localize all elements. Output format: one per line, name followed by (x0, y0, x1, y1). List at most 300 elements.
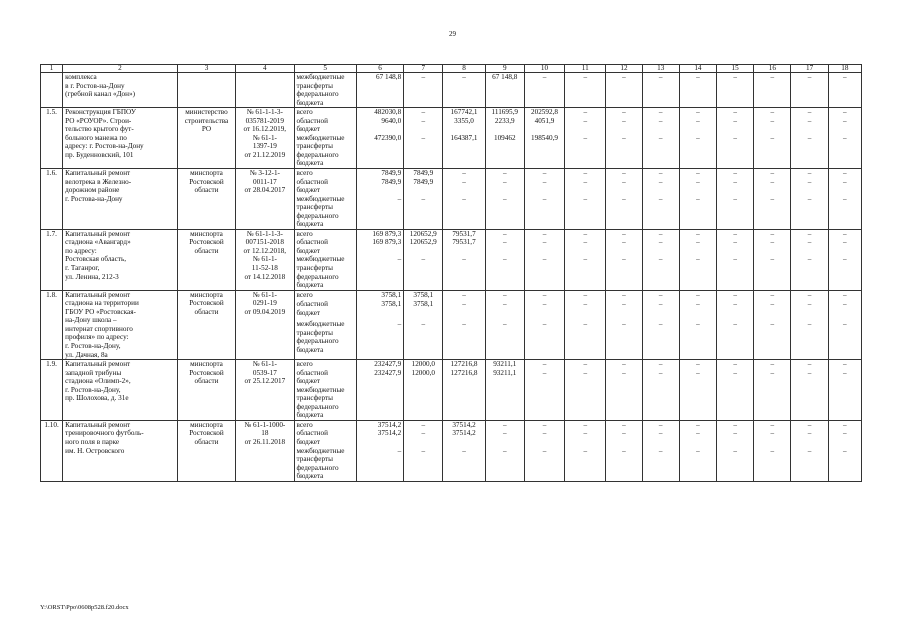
page-number: 29 (449, 30, 456, 38)
amount-cell: – (642, 420, 679, 429)
amount-cell: – (828, 195, 861, 230)
amount-cell: 37514,2 (356, 420, 403, 429)
table-row (41, 229, 862, 238)
amount-cell: – (606, 300, 642, 319)
amount-cell: – (642, 169, 679, 178)
amount-cell: – (524, 195, 564, 230)
header-cell: 8 (443, 65, 485, 73)
amount-cell: – (443, 73, 485, 108)
amount-cell: – (642, 238, 679, 255)
header-cell: 17 (791, 65, 828, 73)
amount-cell: 3758,1 (356, 290, 403, 300)
amount-cell: – (828, 73, 861, 108)
amount-cell: – (606, 238, 642, 255)
amount-cell: – (565, 255, 606, 290)
object-name: Капитальный ремонт западной трибуны стадиона «Олимп-2», г. Ростов-на-Дону, пр. Шолохова, д. 31е (63, 360, 178, 421)
amount-cell: – (717, 178, 754, 195)
amount-cell: – (754, 169, 791, 178)
amount-cell: – (524, 320, 564, 360)
amount-cell: – (404, 429, 443, 446)
amount-cell: – (754, 320, 791, 360)
amount-cell: – (791, 429, 828, 446)
header-cell: 5 (294, 65, 356, 73)
amount-cell: – (828, 108, 861, 117)
funding-source-label: областной бюджет (294, 369, 356, 386)
header-cell: 10 (524, 65, 564, 73)
amount-cell: – (679, 73, 716, 108)
amount-cell: – (524, 238, 564, 255)
amount-cell: 472390,0 (356, 134, 403, 169)
table-row (41, 108, 862, 117)
funding-source-label: областной бюджет (294, 300, 356, 319)
amount-cell: 7849,9 (356, 178, 403, 195)
amount-cell: – (791, 169, 828, 178)
amount-cell: – (485, 320, 524, 360)
amount-cell: 169 879,3 (356, 238, 403, 255)
responsible-organization: министерство строительства РО (177, 108, 235, 169)
amount-cell: – (443, 178, 485, 195)
amount-cell: – (828, 290, 861, 300)
amount-cell: – (754, 290, 791, 300)
header-cell: 9 (485, 65, 524, 73)
funding-source-label: всего (294, 420, 356, 429)
amount-cell: – (565, 178, 606, 195)
amount-cell: 3758,1 (404, 290, 443, 300)
row-number: 1.5. (41, 108, 63, 169)
amount-cell: – (754, 420, 791, 429)
amount-cell: – (754, 229, 791, 238)
object-name: Капитальный ремонт стадиона на территории ГБОУ РО «Ростовская- на-Дону школа – интернат спортивного профиля» по адресу: г. Ростов-на-Дону, ул. Дачная, 8а (63, 290, 178, 359)
amount-cell: – (717, 360, 754, 369)
amount-cell: – (443, 447, 485, 482)
amount-cell: – (754, 238, 791, 255)
amount-cell: – (565, 238, 606, 255)
amount-cell: – (791, 255, 828, 290)
amount-cell: – (717, 238, 754, 255)
responsible-organization: минспорта Ростовской области (177, 420, 235, 481)
object-name: Капитальный ремонт тренировочного футболь- ного поля в парке им. Н. Островского (63, 420, 178, 481)
amount-cell: – (754, 195, 791, 230)
amount-cell: – (791, 117, 828, 134)
amount-cell: 482030,8 (356, 108, 403, 117)
document-reference: № 61-1- 0291-19 от 09.04.2019 (236, 290, 294, 359)
funding-source-label: межбюджетные трансферты федерального бюджета (294, 73, 356, 108)
funding-source-label: межбюджетные трансферты федерального бюджета (294, 320, 356, 360)
amount-cell (404, 386, 443, 421)
amount-cell: – (754, 134, 791, 169)
funding-source-label: областной бюджет (294, 238, 356, 255)
amount-cell: 164387,1 (443, 134, 485, 169)
object-name: Капитальный ремонт стадиона «Авангард» по адресу: Ростовская область, г. Таганрог, ул. Ленина, 212-3 (63, 229, 178, 290)
amount-cell: – (485, 255, 524, 290)
amount-cell (565, 386, 606, 421)
funding-source-label: всего (294, 108, 356, 117)
amount-cell: – (791, 420, 828, 429)
amount-cell: – (679, 320, 716, 360)
amount-cell: 232427,9 (356, 369, 403, 386)
amount-cell: – (679, 178, 716, 195)
amount-cell: – (443, 195, 485, 230)
document-reference: № 61-1- 0539-17 от 25.12.2017 (236, 360, 294, 421)
funding-source-label: всего (294, 229, 356, 238)
amount-cell: – (791, 134, 828, 169)
amount-cell: – (524, 429, 564, 446)
amount-cell: – (754, 369, 791, 386)
amount-cell: – (485, 178, 524, 195)
table-row (41, 420, 862, 429)
amount-cell: – (717, 290, 754, 300)
table-row (41, 290, 862, 300)
header-cell: 13 (642, 65, 679, 73)
amount-cell (717, 386, 754, 421)
amount-cell: – (679, 360, 716, 369)
amount-cell (356, 386, 403, 421)
amount-cell: – (606, 117, 642, 134)
responsible-organization (177, 73, 235, 108)
amount-cell: – (404, 447, 443, 482)
funding-source-label: областной бюджет (294, 117, 356, 134)
amount-cell: – (717, 73, 754, 108)
amount-cell (828, 386, 861, 421)
amount-cell: – (404, 320, 443, 360)
amount-cell: – (524, 73, 564, 108)
amount-cell: – (679, 108, 716, 117)
table-row (41, 360, 862, 369)
funding-source-label: межбюджетные трансферты федерального бюджета (294, 195, 356, 230)
amount-cell: – (404, 195, 443, 230)
header-row (41, 65, 862, 73)
table-row (41, 169, 862, 178)
amount-cell: – (679, 300, 716, 319)
amount-cell: – (717, 117, 754, 134)
header-cell: 4 (236, 65, 294, 73)
amount-cell: 127216,8 (443, 369, 485, 386)
amount-cell: 167742,1 (443, 108, 485, 117)
amount-cell: 37514,2 (443, 420, 485, 429)
amount-cell: – (485, 300, 524, 319)
amount-cell: – (356, 195, 403, 230)
amount-cell: – (606, 134, 642, 169)
amount-cell: – (717, 429, 754, 446)
amount-cell: 202592,8 (524, 108, 564, 117)
amount-cell: – (791, 290, 828, 300)
amount-cell: 7849,9 (404, 178, 443, 195)
amount-cell: – (642, 447, 679, 482)
amount-cell: 120652,9 (404, 229, 443, 238)
amount-cell: 7849,9 (404, 169, 443, 178)
header-cell: 6 (356, 65, 403, 73)
amount-cell: – (828, 320, 861, 360)
amount-cell: – (606, 420, 642, 429)
amount-cell: 9640,0 (356, 117, 403, 134)
amount-cell: – (606, 73, 642, 108)
header-cell: 14 (679, 65, 716, 73)
amount-cell: – (642, 360, 679, 369)
amount-cell: – (717, 369, 754, 386)
funding-source-label: межбюджетные трансферты федерального бюджета (294, 386, 356, 421)
amount-cell: – (606, 369, 642, 386)
amount-cell: – (828, 169, 861, 178)
amount-cell: 79531,7 (443, 238, 485, 255)
amount-cell (443, 386, 485, 421)
amount-cell: – (524, 420, 564, 429)
amount-cell: – (791, 447, 828, 482)
header-cell: 18 (828, 65, 861, 73)
amount-cell: – (754, 429, 791, 446)
funding-source-label: областной бюджет (294, 178, 356, 195)
amount-cell (679, 386, 716, 421)
amount-cell (524, 386, 564, 421)
amount-cell (791, 386, 828, 421)
document-reference (236, 73, 294, 108)
amount-cell: – (828, 300, 861, 319)
amount-cell: – (791, 195, 828, 230)
amount-cell: – (754, 108, 791, 117)
amount-cell: – (485, 420, 524, 429)
amount-cell: – (679, 229, 716, 238)
amount-cell: – (642, 320, 679, 360)
amount-cell: – (717, 134, 754, 169)
amount-cell: – (565, 429, 606, 446)
amount-cell: – (485, 429, 524, 446)
amount-cell: – (524, 447, 564, 482)
amount-cell: – (404, 255, 443, 290)
amount-cell: – (828, 117, 861, 134)
amount-cell: – (679, 169, 716, 178)
document-reference: № 3-12-1- 0011-17 от 28.04.2017 (236, 169, 294, 230)
amount-cell: – (565, 420, 606, 429)
file-path-footer: Y:\ORST\Ppo\0608p528.f20.docx (40, 604, 129, 611)
amount-cell: – (606, 108, 642, 117)
amount-cell: – (828, 447, 861, 482)
amount-cell: – (565, 108, 606, 117)
amount-cell: – (606, 447, 642, 482)
amount-cell: – (524, 300, 564, 319)
amount-cell: – (828, 238, 861, 255)
amount-cell: – (485, 195, 524, 230)
amount-cell (642, 386, 679, 421)
amount-cell: 120652,9 (404, 238, 443, 255)
amount-cell: – (443, 290, 485, 300)
object-name: Капитальный ремонт велотрека в Железно- дорожном районе г. Ростова-на-Дону (63, 169, 178, 230)
amount-cell: – (606, 360, 642, 369)
amount-cell: – (404, 420, 443, 429)
amount-cell: – (828, 178, 861, 195)
amount-cell: – (679, 255, 716, 290)
amount-cell: – (754, 178, 791, 195)
amount-cell: – (606, 290, 642, 300)
funding-source-label: межбюджетные трансферты федерального бюджета (294, 447, 356, 482)
amount-cell: – (642, 73, 679, 108)
amount-cell: – (828, 420, 861, 429)
table-row (41, 73, 862, 108)
amount-cell: – (754, 73, 791, 108)
amount-cell: – (754, 300, 791, 319)
amount-cell: – (791, 360, 828, 369)
amount-cell: – (524, 178, 564, 195)
amount-cell: 37514,2 (443, 429, 485, 446)
amount-cell: – (606, 195, 642, 230)
amount-cell: 93211,1 (485, 360, 524, 369)
amount-cell: 2233,9 (485, 117, 524, 134)
amount-cell: – (717, 169, 754, 178)
amount-cell: – (404, 73, 443, 108)
amount-cell: – (485, 229, 524, 238)
header-cell: 12 (606, 65, 642, 73)
amount-cell: – (679, 134, 716, 169)
amount-cell: 169 879,3 (356, 229, 403, 238)
amount-cell: 67 148,8 (485, 73, 524, 108)
amount-cell: – (717, 195, 754, 230)
responsible-organization: минспорта Ростовской области (177, 290, 235, 359)
amount-cell: – (565, 447, 606, 482)
amount-cell: – (679, 447, 716, 482)
amount-cell: 127216,8 (443, 360, 485, 369)
amount-cell: – (565, 360, 606, 369)
amount-cell: – (606, 320, 642, 360)
amount-cell: – (565, 300, 606, 319)
amount-cell: – (828, 369, 861, 386)
amount-cell: – (717, 300, 754, 319)
header-cell: 11 (565, 65, 606, 73)
amount-cell: – (404, 117, 443, 134)
row-number: 1.9. (41, 360, 63, 421)
amount-cell: – (828, 255, 861, 290)
amount-cell: 3355,0 (443, 117, 485, 134)
amount-cell: – (754, 447, 791, 482)
amount-cell: – (565, 195, 606, 230)
amount-cell: – (443, 169, 485, 178)
amount-cell: – (791, 178, 828, 195)
amount-cell: – (828, 360, 861, 369)
amount-cell: – (642, 229, 679, 238)
document-reference: № 61-1-1-3- 035781-2019 от 16.12.2019, № 61-1- 1397-19 от 21.12.2019 (236, 108, 294, 169)
header-cell: 1 (41, 65, 63, 73)
amount-cell: – (642, 429, 679, 446)
amount-cell: – (443, 300, 485, 319)
amount-cell: – (754, 255, 791, 290)
amount-cell: – (717, 320, 754, 360)
amount-cell: 37514,2 (356, 429, 403, 446)
amount-cell: – (679, 420, 716, 429)
amount-cell: – (642, 134, 679, 169)
funding-source-label: областной бюджет (294, 429, 356, 446)
amount-cell: 109462 (485, 134, 524, 169)
amount-cell: – (565, 169, 606, 178)
amount-cell: 93211,1 (485, 369, 524, 386)
amount-cell: – (565, 320, 606, 360)
amount-cell: 3758,1 (404, 300, 443, 319)
amount-cell: – (642, 195, 679, 230)
amount-cell: – (791, 73, 828, 108)
amount-cell: – (679, 429, 716, 446)
amount-cell: – (524, 360, 564, 369)
amount-cell: – (717, 229, 754, 238)
amount-cell: – (754, 117, 791, 134)
responsible-organization: минспорта Ростовской области (177, 169, 235, 230)
funding-source-label: межбюджетные трансферты федерального бюджета (294, 255, 356, 290)
amount-cell: – (606, 178, 642, 195)
budget-table (40, 64, 862, 482)
amount-cell: – (642, 108, 679, 117)
amount-cell: – (717, 447, 754, 482)
row-number: 1.7. (41, 229, 63, 290)
row-number: 1.8. (41, 290, 63, 359)
amount-cell: – (606, 229, 642, 238)
amount-cell: 12000,0 (404, 369, 443, 386)
amount-cell: – (524, 255, 564, 290)
amount-cell: – (356, 320, 403, 360)
amount-cell: – (791, 320, 828, 360)
amount-cell: – (606, 169, 642, 178)
header-cell: 3 (177, 65, 235, 73)
amount-cell (754, 386, 791, 421)
amount-cell (606, 386, 642, 421)
document-reference: № 61-1-1000- 18 от 26.11.2018 (236, 420, 294, 481)
amount-cell: – (642, 255, 679, 290)
row-number: 1.6. (41, 169, 63, 230)
amount-cell: – (565, 290, 606, 300)
funding-source-label: межбюджетные трансферты федерального бюджета (294, 134, 356, 169)
amount-cell: – (356, 447, 403, 482)
amount-cell: – (791, 300, 828, 319)
amount-cell: – (565, 117, 606, 134)
row-number: 1.10. (41, 420, 63, 481)
amount-cell: – (443, 320, 485, 360)
amount-cell: 12000,0 (404, 360, 443, 369)
amount-cell: 3758,1 (356, 300, 403, 319)
amount-cell: – (485, 290, 524, 300)
document-reference: № 61-1-1-3- 007151-2018 от 12.12.2018, № 61-1- 11-52-18 от 14.12.2018 (236, 229, 294, 290)
object-name: комплекса в г. Ростов-на-Дону (гребной канал «Дон») (63, 73, 178, 108)
amount-cell: – (565, 73, 606, 108)
amount-cell: – (791, 229, 828, 238)
amount-cell: – (679, 195, 716, 230)
amount-cell: – (565, 229, 606, 238)
amount-cell: – (642, 290, 679, 300)
amount-cell: – (565, 369, 606, 386)
header-cell: 7 (404, 65, 443, 73)
amount-cell: – (828, 229, 861, 238)
amount-cell: – (606, 255, 642, 290)
amount-cell: – (404, 108, 443, 117)
amount-cell: – (642, 369, 679, 386)
header-cell: 16 (754, 65, 791, 73)
amount-cell: – (642, 178, 679, 195)
amount-cell: – (642, 300, 679, 319)
amount-cell: 4051,9 (524, 117, 564, 134)
amount-cell: – (356, 255, 403, 290)
amount-cell (485, 386, 524, 421)
amount-cell: – (485, 238, 524, 255)
amount-cell: 7849,9 (356, 169, 403, 178)
amount-cell: – (524, 169, 564, 178)
amount-cell: – (791, 369, 828, 386)
amount-cell: – (485, 447, 524, 482)
amount-cell: 198540,9 (524, 134, 564, 169)
amount-cell: – (679, 238, 716, 255)
amount-cell: 232427,9 (356, 360, 403, 369)
amount-cell: – (524, 229, 564, 238)
funding-source-label: всего (294, 360, 356, 369)
amount-cell: – (828, 134, 861, 169)
funding-source-label: всего (294, 169, 356, 178)
amount-cell: – (717, 420, 754, 429)
header-cell: 15 (717, 65, 754, 73)
amount-cell: – (606, 429, 642, 446)
amount-cell: 79531,7 (443, 229, 485, 238)
amount-cell: – (642, 117, 679, 134)
